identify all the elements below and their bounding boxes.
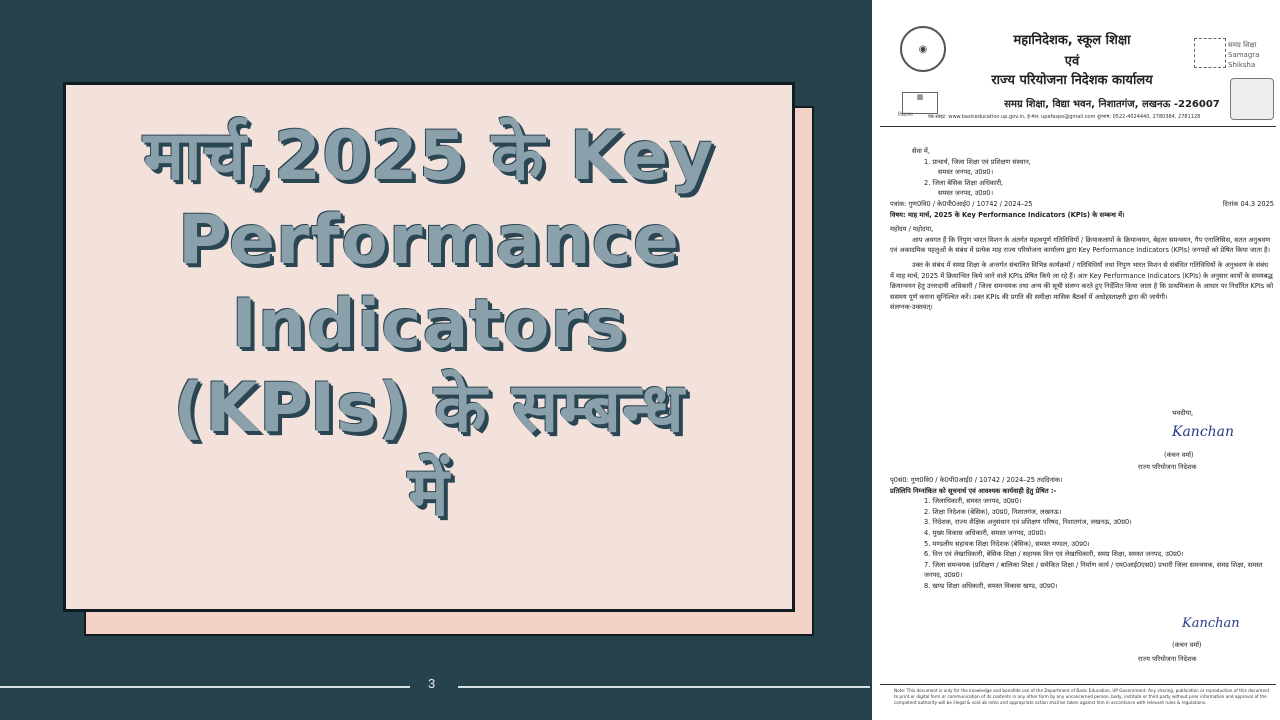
recipient-1: 1. प्राचार्य, जिला शिक्षा एवं प्रशिक्षण संस्थान, [924, 157, 1031, 166]
yours-line: भवदीया, [1172, 409, 1194, 417]
copy-item-2: 2. शिक्षा निदेशक (बेसिक), उ0प्र0, निशातगंज, लखनऊ। [924, 507, 1062, 516]
letter-document [872, 0, 1280, 720]
salutation: महोदय / महोदया, [890, 225, 934, 234]
letter-body [890, 146, 1274, 313]
signature-title-1: राज्य परियोजना निदेशक [1138, 463, 1197, 471]
ref-number: पत्रांक: गुण0वि0 / के0पी0आई0 / 10742 / 2024–25 [890, 199, 1033, 208]
up-govt-emblem-icon: ◉ [900, 26, 946, 72]
note-rule [880, 684, 1276, 685]
copy-item-4: 4. मुख्य विकास अधिकारी, समस्त जनपद, उ0प्र0। [924, 528, 1047, 537]
header-line-2: एवं [1064, 54, 1080, 69]
title-line-4: (KPIs) के सम्बन्ध [173, 369, 685, 448]
header-rule [880, 126, 1276, 127]
signature-name-1: (कंचन वर्मा) [1164, 451, 1194, 459]
signature-scribble-2: Kanchan [1182, 616, 1240, 631]
copy-to-line: प्रतिलिपि निम्नांकित को सूचनार्थ एवं आवश्यक कार्यवाही हेतु प्रेषित :- [890, 486, 1057, 495]
title-line-3: Indicators [231, 285, 627, 364]
signature-scribble-1: Kanchan [1172, 424, 1235, 440]
paragraph-1: आप अवगत हैं कि निपुण भारत मिशन के अंतर्गत महत्वपूर्ण गतिविधियों / क्रियाकलापों के क्रियान्वयन, बेहतर समन्वयन, गैप एनालिसिस, सतत अनुश्रवण एवं अकादमिक पहलुओं के संबंध में प्रत्येक माह राज्य परियोजना कार्यालय द्वारा Key Performance Indicators (KPIs) जनपदों को प्रेषित किया जाता है। [890, 235, 1271, 255]
ref-row [890, 199, 1274, 210]
copy-item-6: 6. वित्त एवं लेखाधिकारी, बेसिक शिक्षा / सहायक वित्त एवं लेखाधिकारी, समग्र शिक्षा, समस्त जनपद, उ0प्र0। [924, 550, 1184, 559]
letter-date: दिनांक 04.3 2025 [1222, 199, 1274, 208]
recipient-2-sub: समस्त जनपद, उ0प्र0। [938, 189, 994, 198]
paragraph-2: उक्त के संबंध में समग्र शिक्षा के अन्तर्गत संचालित विभिन्न कार्यक्रमों / गतिविधियों तथा निपुण भारत मिशन से संबंधित गतिविधियों के अनुश्रवण के संबंध में माह मार्च, 2025 में क्रियान्वित किये जाने वाले KPIs प्रेषित किये जा रहे हैं। अतः Key Performance Indicators (KPIs) के अनुसार कार्यों के समयबद्ध क्रियान्वयन हेतु उत्तरदायी अधिकारी / जिला समन्वयक तथा अन्य की सूची संलग्न करते हुए निर्देशित किया जाता है कि प्राथमिकता के आधार पर निर्धारित KPIs को ससमय पूर्ण कराना सुनिश्चित करें। उक्त KPIs की प्रगति की समीक्षा मासिक बैठकों में अधोहस्ताक्षरी द्वारा की जायेगी। [890, 260, 1274, 301]
title-card [63, 82, 795, 612]
ref-number-2: पृ0सं0: गुण0वि0 / के0पी0आई0 / 10742 / 2024–25 तददिनांक। [890, 476, 1063, 484]
title-line-5: में [408, 453, 450, 532]
header-line-1: महानिदेशक, स्कूल शिक्षा [1013, 33, 1131, 48]
copy-item-3: 3. निदेशक, राज्य शैक्षिक अनुसंधान एवं प्रशिक्षण परिषद, निशातगंज, लखनऊ, उ0प्र0। [924, 518, 1132, 527]
title-line-1: मार्च,2025 के Key [143, 117, 715, 196]
title-line-2: Performance [178, 201, 680, 280]
header-contact: वेब-साइट: www.basiceducation.up.gov.in, ई-मेल: upefaspo@gmail.com दूरभाष: 0522-4024440, 2780384, 2781128 [928, 114, 1201, 120]
footer-divider-right [458, 686, 870, 688]
disclaimer-note: Note: This document is only for the knowledge and bonafide use of the Department of Basic Education, UP Government. Any sharing, publication or reproduction of this document to print or digital form or communication of its contents in any other form by any unconcerned person, body, institute or third party without prior information and approval of the competent authority will be illegal & void ab initio and appropriate action shall be taken against him in accordance with relevant rules & regulations. [894, 688, 1270, 705]
recipient-1-sub: समस्त जनपद, उ0प्र0। [938, 168, 994, 177]
header-line-3: राज्य परियोजना निदेशक कार्यालय [991, 73, 1153, 88]
copy-item-8: 8. खण्ड शिक्षा अधिकारी, समस्त विकास खण्ड, उ0प्र0। [924, 581, 1058, 590]
copy-item-1: 1. जिलाधिकारी, समस्त जनपद, उ0प्र0। [924, 497, 1022, 506]
signature-name-2: (कंचन वर्मा) [1172, 641, 1202, 649]
page-number: 3 [428, 676, 436, 691]
recipient-2: 2. जिला बेसिक शिक्षा अधिकारी, [924, 178, 1004, 187]
header-address: समग्र शिक्षा, विद्या भवन, निशातगंज, लखनऊ -226007 [1004, 99, 1220, 110]
slide-title [66, 115, 792, 535]
enclosure: संलग्नक-उक्तवत्। [890, 303, 933, 312]
signature-title-2: राज्य परियोजना निदेशक [1138, 655, 1197, 663]
subject-line: विषय: माह मार्च, 2025 के Key Performance Indicators (KPIs) के सम्बन्ध में। [890, 210, 1125, 219]
copy-section [890, 475, 1274, 592]
copy-item-5: 5. मण्डलीय सहायक शिक्षा निदेशक (बेसिक), समस्त मण्डल, उ0प्र0। [924, 539, 1090, 548]
footer-divider-left [0, 686, 410, 688]
samagra-shiksha-logo-text: समग्र शिक्षा Samagra Shiksha [1228, 41, 1260, 69]
school-logo-icon: ▦ [902, 92, 938, 114]
school-logo-label: विद्यालय [898, 112, 913, 118]
to-line: सेवा में, [912, 147, 930, 155]
copy-item-7: 7. जिला समन्वयक (प्रशिक्षण / बालिका शिक्षा / समेकित शिक्षा / निर्माण कार्य / एम0आई0एस0) प्रभारी जिला समन्वयक, समग्र शिक्षा, समस्त जनपद, उ0प्र0। [924, 560, 1263, 580]
samagra-shiksha-logo-icon [1194, 38, 1226, 68]
